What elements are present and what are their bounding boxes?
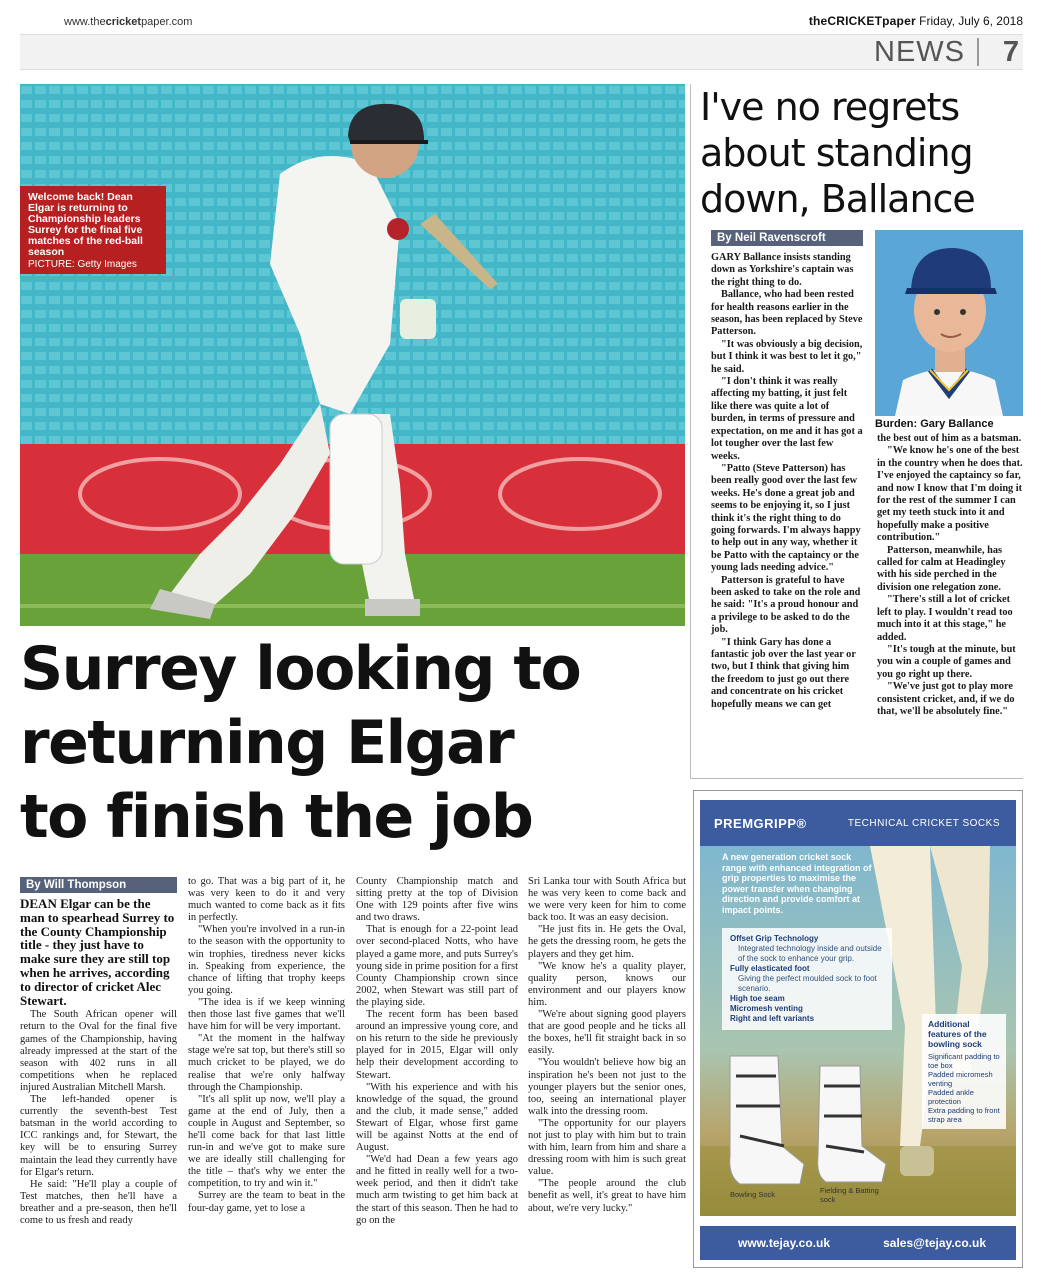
feature-title: High toe seam bbox=[730, 994, 785, 1003]
player-portrait bbox=[875, 230, 1023, 416]
photo-credit: PICTURE: Getty Images bbox=[28, 259, 137, 270]
paragraph: "It's tough at the minute, but you win a couple of games and you go right up there. bbox=[877, 643, 1016, 680]
paragraph: The left-handed opener is currently the seventh-best Test batsman in the world according to ICC rankings and, for Stewart, the key will be to ensuring Surrey maintain the lead they currently have for Elgar's return. bbox=[20, 1094, 177, 1178]
paragraph: "You wouldn't believe how big an inspiration he's been not just to the younger players but the senior ones, too, seeing an international player walk into the dressing room. bbox=[528, 1057, 686, 1117]
advert-website-link[interactable]: www.tejay.co.uk bbox=[738, 1236, 831, 1250]
main-photo bbox=[20, 84, 685, 626]
paragraph: "We know he's a quality player, quality person, knows our environment and our players know him. bbox=[528, 960, 686, 1008]
site-url bbox=[64, 16, 192, 28]
paragraph: the best out of him as a batsman. bbox=[877, 433, 1022, 444]
headline-line-1: Surrey looking to bbox=[20, 634, 581, 704]
feature-title: Micromesh venting bbox=[730, 1004, 803, 1013]
paragraph: "There's still a lot of cricket left to play. I wouldn't read too much into it at this stage," he added. bbox=[877, 594, 1013, 643]
headline-line-2: returning Elgar bbox=[20, 708, 514, 778]
paragraph: "The opportunity for our players not just to play with him but to train with him, learn from him and share a dressing room with him is such great value. bbox=[528, 1117, 686, 1178]
url-suffix: paper.com bbox=[141, 16, 193, 28]
section-divider bbox=[977, 38, 979, 66]
paragraph: Surrey are the team to beat in the four-day game, yet to lose a bbox=[188, 1190, 345, 1214]
paragraph: "We're about signing good players that are good people and he ticks all the boxes, he'll fit straight back in so easily. bbox=[528, 1009, 686, 1057]
advert-intro: A new generation cricket sock range with enhanced integration of grip properties to maximise the power transfer when changing direction and provide comfort at impact points. bbox=[722, 852, 872, 915]
advert-logo: PREMGRIPP® bbox=[714, 816, 807, 831]
paragraph: "At the moment in the halfway stage we're sat top, but there's still so much cricket to be played, we do realise that we're only halfway through the Championship. bbox=[188, 1033, 345, 1093]
advert-email-link[interactable]: sales@tejay.co.uk bbox=[883, 1236, 986, 1250]
paragraph: "The idea is if we keep winning then those last five games that we'll have him for will be very important. bbox=[188, 996, 345, 1033]
additional-item: Extra padding to front strap area bbox=[928, 1106, 1000, 1124]
standfirst: DEAN Elgar can be the man to spearhead Surrey to the County Championship title - they just have to make sure they are still top when he arrives, according to director of cricket Alec Stewart. bbox=[20, 896, 175, 1008]
paragraph: Patterson, meanwhile, has called for calm at Headingley with his side perched in the division one relegation zone. bbox=[877, 544, 1006, 593]
side-headline-line-3: down, Ballance bbox=[700, 177, 975, 221]
issue-date: Friday, July 6, 2018 bbox=[919, 14, 1023, 28]
main-col-1-body bbox=[20, 1009, 177, 1227]
feature-title: Right and left variants bbox=[730, 1014, 815, 1023]
side-col-2 bbox=[877, 433, 1023, 718]
main-col-1 bbox=[20, 877, 177, 1227]
paragraph: "With his experience and with his knowledge of the squad, the ground and the club, it made sense," added Stewart of Elgar, whose first game will be against Notts at the end of August. bbox=[356, 1081, 518, 1154]
side-col-1 bbox=[711, 230, 863, 711]
feature-desc: Integrated technology inside and outside of the sock to enhance your grip. bbox=[738, 944, 882, 963]
main-col-2 bbox=[188, 876, 345, 1215]
headline-line-3: to finish the job bbox=[20, 782, 533, 852]
feature-desc: Giving the perfect moulded sock to foot scenario. bbox=[738, 974, 877, 993]
fielding-sock-label: Fielding & Batting sock bbox=[820, 1186, 879, 1204]
bowling-sock-label: Bowling Sock bbox=[730, 1190, 776, 1199]
paragraph: Ballance, who had been rested for health reasons earlier in the season, has been replaced by Steve Patterson. bbox=[711, 289, 863, 338]
paragraph: The South African opener will return to the Oval for the final five games of the Championship, having already impressed at the start of the season with 402 runs in all competitions when he replaced injured Australian Mitchell Marsh. bbox=[20, 1009, 177, 1093]
paragraph: "It was obviously a big decision, but I think it was best to let it go," he said. bbox=[711, 338, 863, 375]
url-prefix: www.the bbox=[64, 16, 106, 28]
paragraph: to go. That was a big part of it, he was very keen to do it and very much wanted to come back as it fits in perfectly. bbox=[188, 876, 345, 924]
page-number: 7 bbox=[1002, 36, 1019, 68]
paragraph: "We've just got to play more consistent cricket, and, if we do that, we'll be absolutely fine." bbox=[877, 681, 1015, 717]
paragraph: County Championship match and sitting pretty at the top of Division One with 129 points after five wins and two draws. bbox=[356, 876, 518, 924]
main-byline: By Will Thompson bbox=[20, 877, 177, 893]
advert-tagline: TECHNICAL CRICKET SOCKS bbox=[847, 818, 1000, 829]
main-col-4 bbox=[528, 876, 686, 1215]
side-headline-line-2: about standing bbox=[700, 131, 973, 175]
advert-additional-features bbox=[922, 1014, 1006, 1129]
paragraph: He said: "He'll play a couple of Test matches, then he'll have a breather and a pre-season, then he'll come to us fresh and ready bbox=[20, 1178, 177, 1226]
additional-item: Padded micromesh venting bbox=[928, 1070, 993, 1088]
ballance-photo bbox=[875, 230, 1023, 416]
paragraph: That is enough for a 22-point lead over second-placed Notts, who have played a game more, and puts Surrey's young side in prime position for a first County Championship crown since 2002, when Stewart was still part of the playing side. bbox=[356, 924, 518, 1008]
side-col-1-body bbox=[711, 252, 863, 711]
additional-item: Padded ankle protection bbox=[928, 1088, 974, 1106]
section-name: NEWS bbox=[874, 36, 965, 68]
side-headline-line-1: I've no regrets bbox=[700, 85, 960, 129]
paragraph: "When you're involved in a run-in to the season with the opportunity to win trophies, tiredness never kicks in. Speaking from experience, the chance of lifting that trophy keeps you going. bbox=[188, 924, 345, 996]
paragraph: Sri Lanka tour with South Africa but he was very keen to come back and we were very keen for him to come back too. It was an easy decision. bbox=[528, 876, 686, 924]
photo-caption-box bbox=[20, 186, 166, 274]
paragraph: Patterson is grateful to have been asked to take on the role and he said: "It's a proud honour and a privilege to be asked to do the job. bbox=[711, 574, 861, 636]
section-bar bbox=[20, 34, 1023, 70]
additional-title: Additional features of the bowling sock bbox=[928, 1019, 987, 1049]
paragraph: The recent form has been based around an impressive young core, and on his return to the side he previously played for in 2015, Elgar will only help their development according to Stewart. bbox=[356, 1009, 518, 1081]
side-headline bbox=[700, 84, 1030, 222]
additional-item: Significant padding to toe box bbox=[928, 1052, 1000, 1070]
main-col-3 bbox=[356, 876, 518, 1227]
main-headline bbox=[20, 632, 685, 854]
paragraph: "Patto (Steve Patterson) has been really good over the last few weeks. He's done a great job and seems to be enjoying it, so I just think it's the right thing to do going forwards. I'm always happy to help out in any way, whether it be Patto with the captaincy or the young lads needing advice." bbox=[711, 462, 861, 574]
side-story-rule bbox=[690, 84, 691, 778]
photo-caption: Welcome back! Dean Elgar is returning to Championship leaders Surrey for the final five matches of the red-ball season bbox=[28, 191, 143, 258]
paragraph: "I don't think it was really affecting my batting, it just felt like there was quite a lot of burden, in terms of pressure and expectation, on me and it has got a lot tougher over the last few weeks. bbox=[711, 376, 863, 462]
paragraph: "The people around the club benefit as well, it's great to have him about, we're very lucky." bbox=[528, 1178, 686, 1214]
paragraph: GARY Ballance insists standing down as Yorkshire's captain was the right thing to do. bbox=[711, 252, 854, 288]
paragraph: "We know he's one of the best in the country when he does that. I've enjoyed the captaincy so far, and now I know that I'm doing it for the rest of the summer I can get my teeth stuck into it and hopefully make a positive contribution." bbox=[877, 445, 1023, 544]
paragraph: "It's all split up now, we'll play a game at the end of July, then a couple in August and September, so he'll come back for that last little run-in and we've got to make sure we are ideally still challenging for the title – that's why we enter the competition, to try and win it." bbox=[188, 1093, 345, 1190]
url-bold: cricket bbox=[105, 16, 142, 28]
paragraph: "He just fits in. He gets the Oval, he gets the dressing room, he gets the players and they get him. bbox=[528, 924, 686, 960]
feature-title: Offset Grip Technology bbox=[730, 934, 819, 943]
paragraph: "We'd had Dean a few years ago and he fitted in really well for a two-week period, and then it didn't take much arm twisting to get him back at the start of this season. Then he had to go on the bbox=[356, 1154, 518, 1226]
feature-title: Fully elasticated foot bbox=[730, 964, 810, 973]
side-story-bottom-rule bbox=[690, 778, 1023, 779]
brand-name: theCRICKETpaper bbox=[808, 14, 916, 28]
batsman-illustration bbox=[20, 84, 685, 626]
advert-features bbox=[722, 928, 892, 1030]
side-byline: By Neil Ravenscroft bbox=[711, 230, 863, 246]
advert[interactable] bbox=[700, 800, 1016, 1260]
ballance-photo-caption: Burden: Gary Ballance bbox=[875, 418, 994, 430]
masthead bbox=[809, 14, 1023, 28]
paragraph: "I think Gary has done a fantastic job over the last year or two, but I think that giving him the freedom to just go out there and concentrate on his cricket hopefully means we can get bbox=[711, 636, 856, 710]
